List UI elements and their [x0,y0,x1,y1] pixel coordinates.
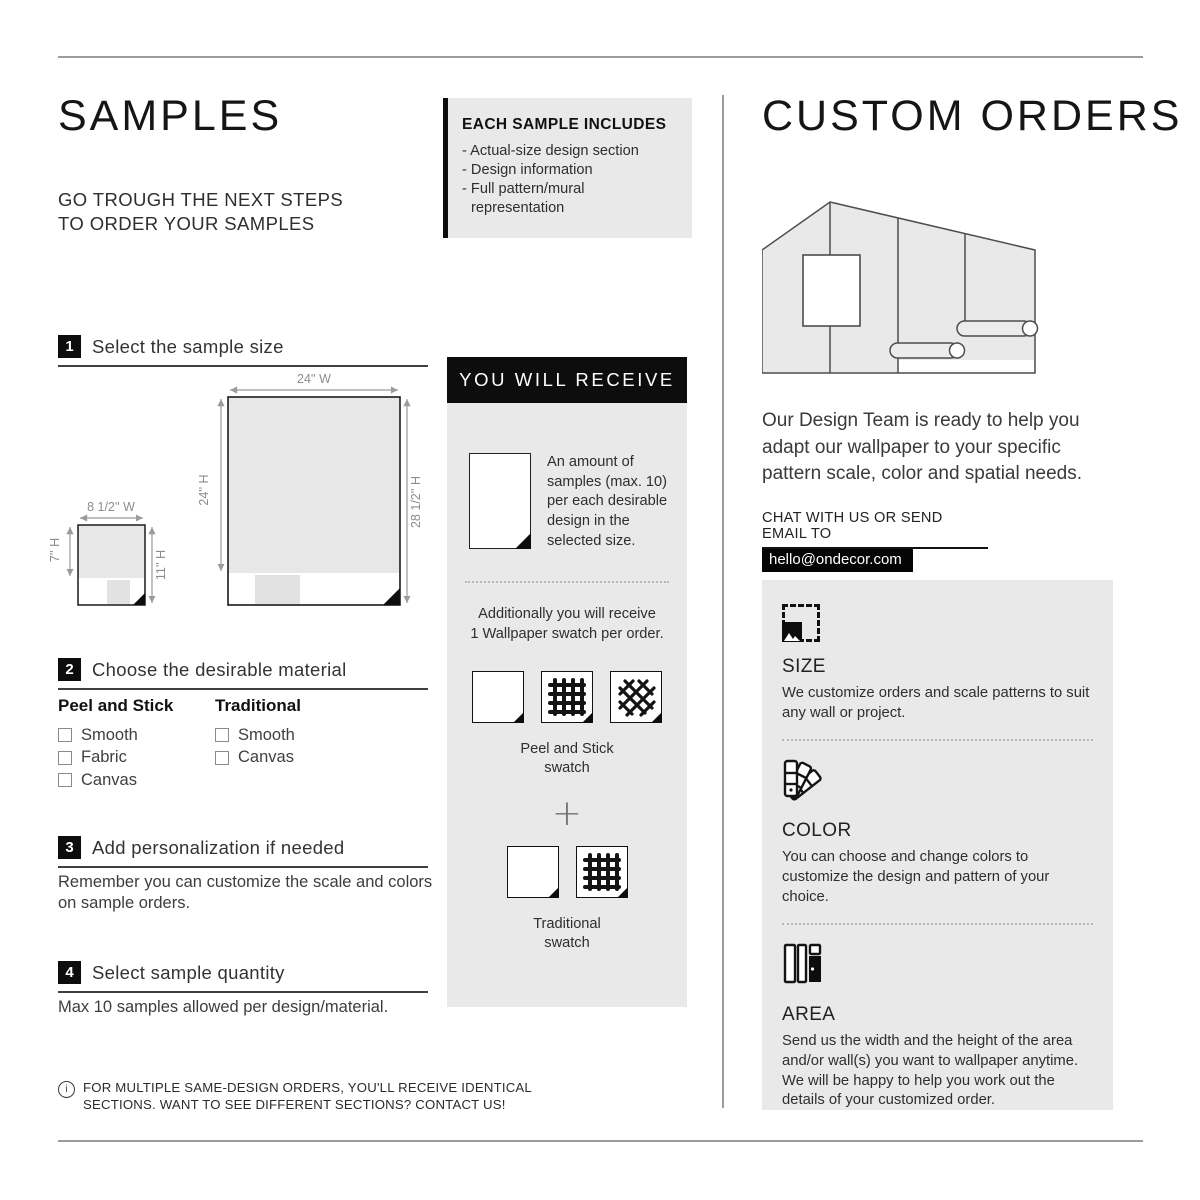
wallpaper-roll-icon [890,343,965,358]
peel-swatch-label-line1: Peel and Stick [520,740,614,757]
plus-sign: + [551,792,583,834]
peel-swatch-row [447,671,687,723]
step3-text: Remember you can customize the scale and colors on sample orders. [58,873,433,913]
feature-color-name: COLOR [782,820,852,842]
blank-swatch-icon [472,671,524,723]
step2-label: Choose the desirable material [92,658,347,680]
sample-sheet-row [447,403,687,551]
step2-number-badge: 2 [58,658,81,681]
column-divider [722,95,724,1108]
design-team-intro: Our Design Team is ready to help you adapt our wallpaper to your specific pattern scale, color and spatial needs. [762,410,1083,485]
custom-orders-title: CUSTOM ORDERS [762,92,1183,140]
dotted-divider [782,923,1093,925]
additional-line2: 1 Wallpaper swatch per order. [470,626,664,643]
you-will-receive-panel [447,403,687,1007]
mountain-glyph [783,630,801,642]
feature-area [782,943,1093,1111]
footnote [58,1080,538,1114]
includes-item: - Full pattern/mural representation [462,180,585,216]
wallpaper-roll-icon [957,321,1038,336]
checkbox-ps-smooth[interactable] [58,728,72,742]
wall-panels-icon [782,943,824,985]
sample-size-diagram-svg [48,370,430,620]
large-design-height-label: 24'' H [197,474,211,506]
receive-description: An amount of samples (max. 10) per each desirable design in the selected size. [547,454,668,549]
you-will-receive-banner: YOU WILL RECEIVE [447,357,687,403]
feature-size-name: SIZE [782,656,826,677]
traditional-swatch-row [447,846,687,898]
large-total-height-label: 28 1/2'' H [409,475,423,529]
step1-label: Select the sample size [92,335,284,357]
image-resize-icon [782,604,820,642]
info-icon: i [58,1081,75,1098]
step4-header [58,961,428,993]
peel-swatch-label [447,740,687,778]
wall-illustration [762,198,1047,388]
includes-item: - Design information [462,161,593,178]
additional-text [447,605,687,644]
step3-label: Add personalization if needed [92,836,345,858]
folded-corner-icon [515,533,531,549]
feature-area-name: AREA [782,1004,836,1026]
step3-header [58,836,428,868]
feature-size [782,604,1093,723]
bottom-rule [58,1140,1143,1142]
material-options [58,696,301,792]
top-rule [58,56,1143,58]
large-sample-sheet [197,372,423,605]
color-swatch-fan-icon [782,759,824,801]
sample-sheet-icon [469,453,531,549]
material-option-ps-canvas[interactable] [58,769,215,792]
checkbox-ps-canvas[interactable] [58,773,72,787]
samples-subtitle-line1: GO TROUGH THE NEXT STEPS [58,189,344,210]
each-sample-includes-box [443,98,692,238]
samples-title: SAMPLES [58,92,283,140]
includes-item: - Actual-size design section [462,143,639,159]
checkbox-tr-canvas[interactable] [215,751,229,765]
folded-corner-icon [651,712,662,723]
traditional-title: Traditional [215,696,301,715]
peel-and-stick-column [58,696,215,792]
material-option-tr-smooth[interactable] [215,724,301,747]
footnote-text [83,1080,532,1114]
small-total-height-label: 11'' H [154,549,168,581]
contact-block [762,510,988,572]
image-thumb-icon [782,622,802,642]
step4-label: Select sample quantity [92,961,285,983]
small-width-label: 8 1/2'' W [87,500,135,514]
blank-swatch-icon [507,846,559,898]
footnote-line1: FOR MULTIPLE SAME-DESIGN ORDERS, YOU'LL RECEIVE IDENTICAL [83,1080,532,1095]
samples-subtitle [58,188,343,237]
wall-illustration-svg [762,198,1047,383]
feature-size-text: We customize orders and scale patterns to suit any wall or project. [782,685,1090,721]
sample-size-diagram [48,370,430,625]
dotted-divider [465,581,669,583]
folded-corner-icon [513,712,524,723]
traditional-swatch-label-line2: swatch [544,934,590,951]
feature-color [782,759,1093,907]
material-label: Smooth [238,725,295,744]
grid-swatch-icon [541,671,593,723]
traditional-swatch-label [447,915,687,953]
peel-and-stick-title: Peel and Stick [58,696,174,715]
checkbox-ps-fabric[interactable] [58,751,72,765]
folded-corner-icon [548,887,559,898]
step1-number-badge: 1 [58,335,81,358]
folded-corner-icon [617,887,628,898]
dotted-divider [782,739,1093,741]
chat-with-us-label[interactable]: CHAT WITH US OR SEND EMAIL TO [762,510,988,549]
material-label: Fabric [81,748,127,767]
email-link[interactable]: hello@ondecor.com [762,549,913,572]
feature-area-text: Send us the width and the height of the area and/or wall(s) you want to wallpaper anytime. We will be happy to help you work out the details of your customized order. [782,1033,1079,1109]
step4-text: Max 10 samples allowed per design/material. [58,998,389,1016]
grid-swatch-icon [576,846,628,898]
small-design-height-label: 7'' H [48,537,62,563]
customization-card [762,580,1113,1110]
large-width-label: 24'' W [297,372,331,386]
step4-number-badge: 4 [58,961,81,984]
samples-subtitle-line2: TO ORDER YOUR SAMPLES [58,213,315,235]
small-sample-sheet [48,500,168,605]
material-label: Smooth [81,725,138,744]
material-label: Canvas [238,748,294,767]
folded-corner-icon [582,712,593,723]
material-option-ps-smooth[interactable] [58,724,215,747]
traditional-swatch-label-line1: Traditional [533,915,601,932]
additional-line1: Additionally you will receive [478,606,656,623]
peel-swatch-label-line2: swatch [544,759,590,776]
includes-title: EACH SAMPLE INCLUDES [462,116,667,133]
footnote-line2: SECTIONS. WANT TO SEE DIFFERENT SECTIONS? CONTACT US! [83,1096,506,1112]
material-label: Canvas [81,770,137,789]
step1-header [58,335,428,367]
step2-header [58,658,428,690]
step3-number-badge: 3 [58,836,81,859]
material-option-tr-canvas[interactable] [215,747,301,770]
checkbox-tr-smooth[interactable] [215,728,229,742]
traditional-column [215,696,301,792]
feature-color-text: You can choose and change colors to customize the design and pattern of your choice. [782,849,1050,905]
crosshatch-swatch-icon [610,671,662,723]
material-option-ps-fabric[interactable] [58,747,215,770]
